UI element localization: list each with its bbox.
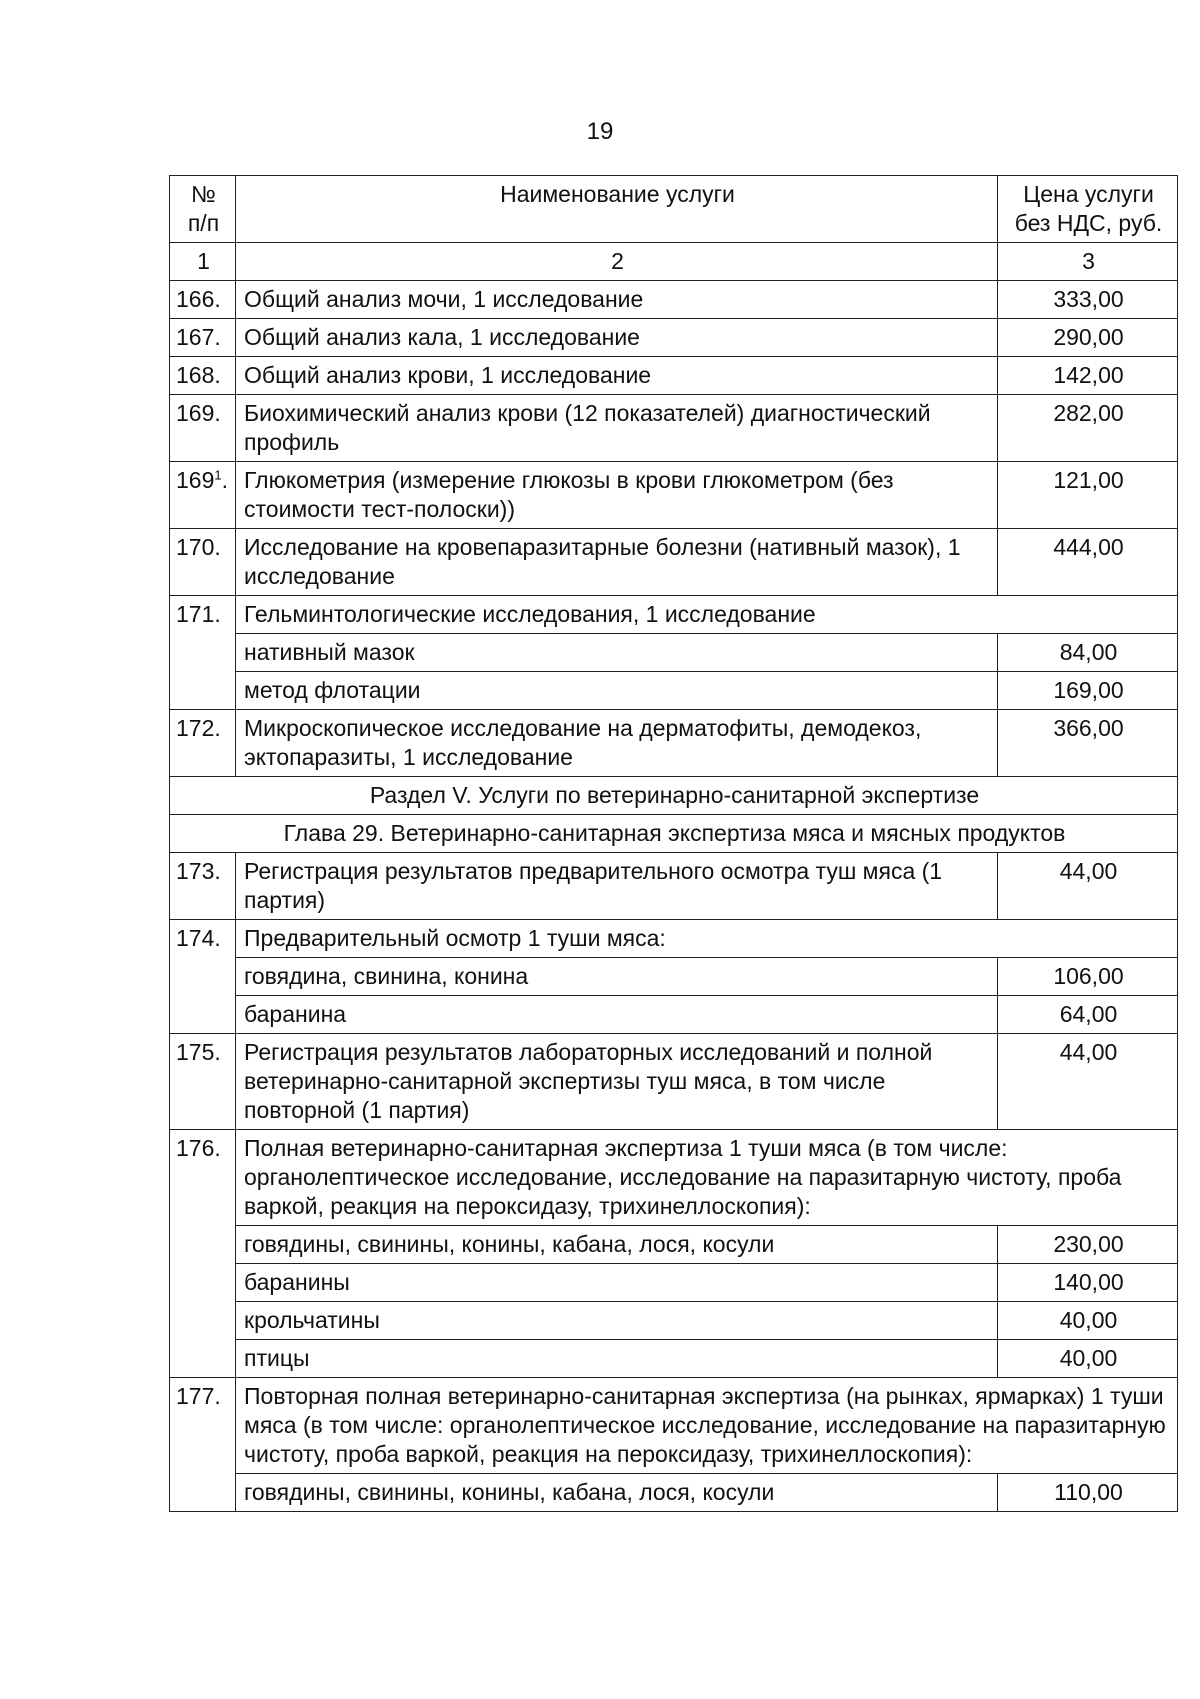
page-number: 19 [586,118,614,145]
service-name: Общий анализ крови, 1 исследование [236,357,998,395]
subservice-name: метод флотации [236,672,998,710]
section-row [170,777,1178,815]
service-price: 333,00 [998,281,1178,319]
column-number: 2 [236,243,998,281]
column-number: 1 [170,243,236,281]
subservice-price: 230,00 [998,1226,1178,1264]
service-name: Повторная полная ветеринарно-санитарная экспертиза (на рынках, ярмарках) 1 туши мяса (в том числе: органолептическое исследование, исследование на паразитарную чистоту, проба варкой, реакция на пероксидазу, трихинеллоскопия): [236,1378,1178,1474]
table-subrow [170,1474,1178,1512]
service-name: Микроскопическое исследование на дерматофиты, демодекоз, эктопаразиты, 1 исследование [236,710,998,777]
service-name: Общий анализ кала, 1 исследование [236,319,998,357]
chapter-row [170,815,1178,853]
service-name: Исследование на кровепаразитарные болезни (нативный мазок), 1 исследование [236,529,998,596]
table-header-row [170,176,1178,243]
service-price: 121,00 [998,462,1178,529]
service-price: 44,00 [998,1034,1178,1130]
row-number: 176. [170,1130,236,1378]
service-name: Глюкометрия (измерение глюкозы в крови глюкометром (без стоимости тест-полоски)) [236,462,998,529]
table-row [170,710,1178,777]
row-number: 175. [170,1034,236,1130]
column-number-row [170,243,1178,281]
table-row [170,1378,1178,1474]
header-price [998,176,1178,243]
header-num-line-1: № [191,181,216,207]
subservice-name: говядина, свинина, конина [236,958,998,996]
subservice-price: 84,00 [998,634,1178,672]
subservice-price: 110,00 [998,1474,1178,1512]
price-table [169,175,1178,1512]
service-name: Гельминтологические исследования, 1 исследование [236,596,1178,634]
row-number: 169. [170,395,236,462]
table-subrow [170,1264,1178,1302]
table-subrow [170,1226,1178,1264]
row-number: 173. [170,853,236,920]
table-row [170,1034,1178,1130]
service-price: 366,00 [998,710,1178,777]
table-row [170,529,1178,596]
table-row [170,596,1178,634]
table-row [170,920,1178,958]
subservice-name: говядины, свинины, конины, кабана, лося, косули [236,1226,998,1264]
subservice-name: нативный мазок [236,634,998,672]
column-number: 3 [998,243,1178,281]
row-number-tail: . [221,467,228,493]
table-row [170,395,1178,462]
service-name: Регистрация результатов лабораторных исследований и полной ветеринарно-санитарной экспертизы туш мяса, в том числе повторной (1 партия) [236,1034,998,1130]
header-name: Наименование услуги [236,176,998,243]
service-name: Предварительный осмотр 1 туши мяса: [236,920,1178,958]
subservice-name: птицы [236,1340,998,1378]
row-number: 166. [170,281,236,319]
row-number: 167. [170,319,236,357]
row-number: 168. [170,357,236,395]
table-subrow [170,958,1178,996]
table-row [170,1130,1178,1226]
service-price: 282,00 [998,395,1178,462]
chapter-title: Глава 29. Ветеринарно-санитарная экспертиза мяса и мясных продуктов [170,815,1178,853]
service-price: 44,00 [998,853,1178,920]
table-subrow [170,1302,1178,1340]
service-name: Биохимический анализ крови (12 показателей) диагностический профиль [236,395,998,462]
subservice-name: баранина [236,996,998,1034]
table-row [170,462,1178,529]
table-row [170,281,1178,319]
row-number: 172. [170,710,236,777]
table-row [170,853,1178,920]
section-title: Раздел V. Услуги по ветеринарно-санитарной экспертизе [170,777,1178,815]
table-row [170,357,1178,395]
row-number-superscript: 1 [214,467,222,483]
subservice-price: 169,00 [998,672,1178,710]
service-name: Регистрация результатов предварительного осмотра туш мяса (1 партия) [236,853,998,920]
service-name: Общий анализ мочи, 1 исследование [236,281,998,319]
subservice-price: 106,00 [998,958,1178,996]
service-price: 290,00 [998,319,1178,357]
header-num [170,176,236,243]
row-number-main: 169 [176,467,215,493]
table-subrow [170,1340,1178,1378]
row-number: 174. [170,920,236,1034]
table-row [170,319,1178,357]
table-subrow [170,672,1178,710]
subservice-price: 140,00 [998,1264,1178,1302]
service-price: 444,00 [998,529,1178,596]
table-subrow [170,996,1178,1034]
subservice-price: 40,00 [998,1340,1178,1378]
subservice-price: 40,00 [998,1302,1178,1340]
header-price-line-1: Цена услуги [1023,181,1154,207]
header-num-line-2: п/п [187,210,220,236]
service-name: Полная ветеринарно-санитарная экспертиза 1 туши мяса (в том числе: органолептическое исследование, исследование на паразитарную чистоту, проба варкой, реакция на пероксидазу, трихинеллоскопия): [236,1130,1178,1226]
service-price: 142,00 [998,357,1178,395]
row-number: 171. [170,596,236,710]
subservice-name: говядины, свинины, конины, кабана, лося, косули [236,1474,998,1512]
table-subrow [170,634,1178,672]
subservice-name: крольчатины [236,1302,998,1340]
subservice-name: баранины [236,1264,998,1302]
row-number: 177. [170,1378,236,1512]
subservice-price: 64,00 [998,996,1178,1034]
row-number: 170. [170,529,236,596]
row-number [170,462,236,529]
header-price-line-2: без НДС, руб. [1014,210,1163,236]
